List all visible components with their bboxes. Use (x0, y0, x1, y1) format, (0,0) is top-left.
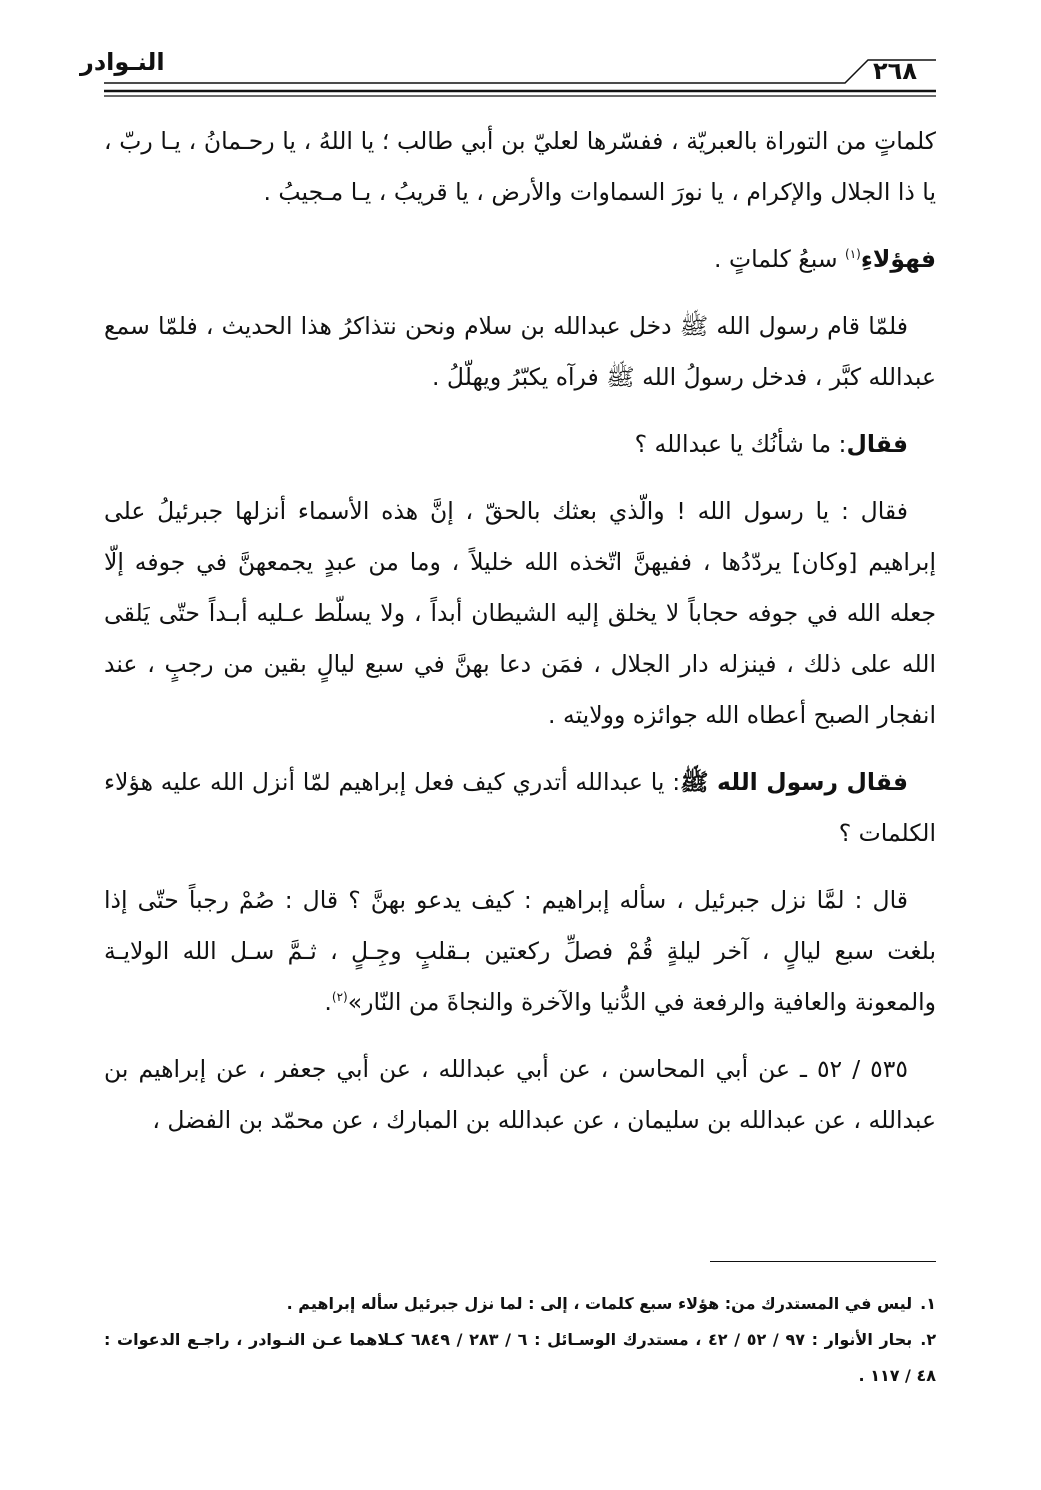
paragraph-6 (104, 757, 936, 859)
paragraph-text: قال : لمَّا نزل جبرئيل ، سأله إبراهيم : كيف يدعو بهنَّ ؟ قال : صُمْ رجباً حتّى إذا بلغت سبع ليالٍ ، آخر ليلةٍ قُمْ فصلِّ ركعتين بـقلبٍ وجِـلٍ ، ثـمَّ سـل الله الولايـة والمعونة والعافية والرفعة في الدُّنيا والآخرة والنجاةَ من النّار» (104, 886, 936, 1016)
paragraph-text: سبعُ كلماتٍ . (714, 245, 846, 273)
paragraph-lead: فقال (846, 430, 908, 458)
footnote-number: ١. (920, 1294, 936, 1313)
paragraph-7 (104, 875, 936, 1028)
footnote-2 (104, 1322, 936, 1394)
paragraph-text: ٥٣٥ / ٥٢ ـ عن أبي المحاسن ، عن أبي عبدالله ، عن أبي جعفر ، عن إبراهيم بن عبدالله ، عن عبدالله بن سليمان ، عن عبدالله بن المبارك ، عن محمّد بن الفضل ، (104, 1055, 936, 1134)
paragraph-5 (104, 486, 936, 741)
footnote-text: ليس في المستدرك من: هؤلاء سبع كلمات ، إلى : لما نزل جبرئيل سأله إبراهيم . (286, 1294, 913, 1313)
page-number: ٢٦٨ (873, 57, 917, 85)
footnote-1 (104, 1286, 936, 1322)
paragraph-text: فقال : يا رسول الله ! والّذي بعثك بالحقّ ، إنَّ هذه الأسماء أنزلها جبرئيلُ على إبراهيم [وكان] يردّدُها ، ففيهنَّ اتّخذه الله خليلاً ، وما من عبدٍ يجمعهنَّ في جوفه إلّا جعله الله في جوفه حجاباً لا يخلق إليه الشيطان أبداً ، ولا يسلّط عـليه أبـداً حتّى يَلقى الله على ذلك ، فينزله دار الجلال ، فمَن دعا بهنَّ في سبع ليالٍ بقين من رجبٍ ، عند انفجار الصبح أعطاه الله جوائزه وولايته . (104, 497, 936, 729)
paragraph-4 (104, 419, 936, 470)
footnotes (104, 1286, 936, 1394)
footnote-separator (710, 1261, 936, 1262)
paragraph-8 (104, 1044, 936, 1146)
paragraph-1 (104, 116, 936, 218)
paragraph-2 (104, 234, 936, 285)
paragraph-text: : ما شأنُك يا عبدالله ؟ (634, 430, 847, 458)
footnote-text: بحار الأنوار : ٩٧ / ٥٢ / ٤٢ ، مستدرك الوسـائل : ٦ / ٢٨٣ / ٦٨٤٩ كـلاهما عـن النـوادر ، راجـع الدعوات : ٤٨ / ١١٧ . (104, 1330, 936, 1385)
paragraph-text: فلمّا قام رسول الله ﷺ دخل عبدالله بن سلام ونحن نتذاكرُ هذا الحديث ، فلمّا سمع عبدالله كبَّر ، فدخل رسولُ الله ﷺ فرآه يكبّرُ ويهلّلُ . (104, 312, 936, 391)
running-header-title: النـوادر (80, 48, 165, 76)
paragraph-3 (104, 301, 936, 403)
footnote-number: ٢. (920, 1330, 937, 1349)
main-text (104, 116, 936, 1162)
paragraph-tail: . (324, 988, 332, 1016)
footnote-marker: (١) (845, 247, 861, 262)
paragraph-lead: فقال رسول الله ﷺ (680, 768, 908, 796)
paragraph-text: : يا عبدالله أتدري كيف فعل إبراهيم لمّا أنزل الله عليه هؤلاء الكلمات ؟ (104, 768, 936, 847)
footnote-marker: (٢) (331, 990, 348, 1005)
paragraph-lead: فهؤلاءِ (860, 245, 936, 273)
paragraph-text: كلماتٍ من التوراة بالعبريّة ، ففسّرها لعليّ بن أبي طالب ؛ يا اللهُ ، يا رحـمانُ ، يـا ربّ ، يا ذا الجلال والإكرام ، يا نورَ السماوات والأرض ، يا قريبُ ، يـا مـجيبُ . (104, 127, 936, 206)
